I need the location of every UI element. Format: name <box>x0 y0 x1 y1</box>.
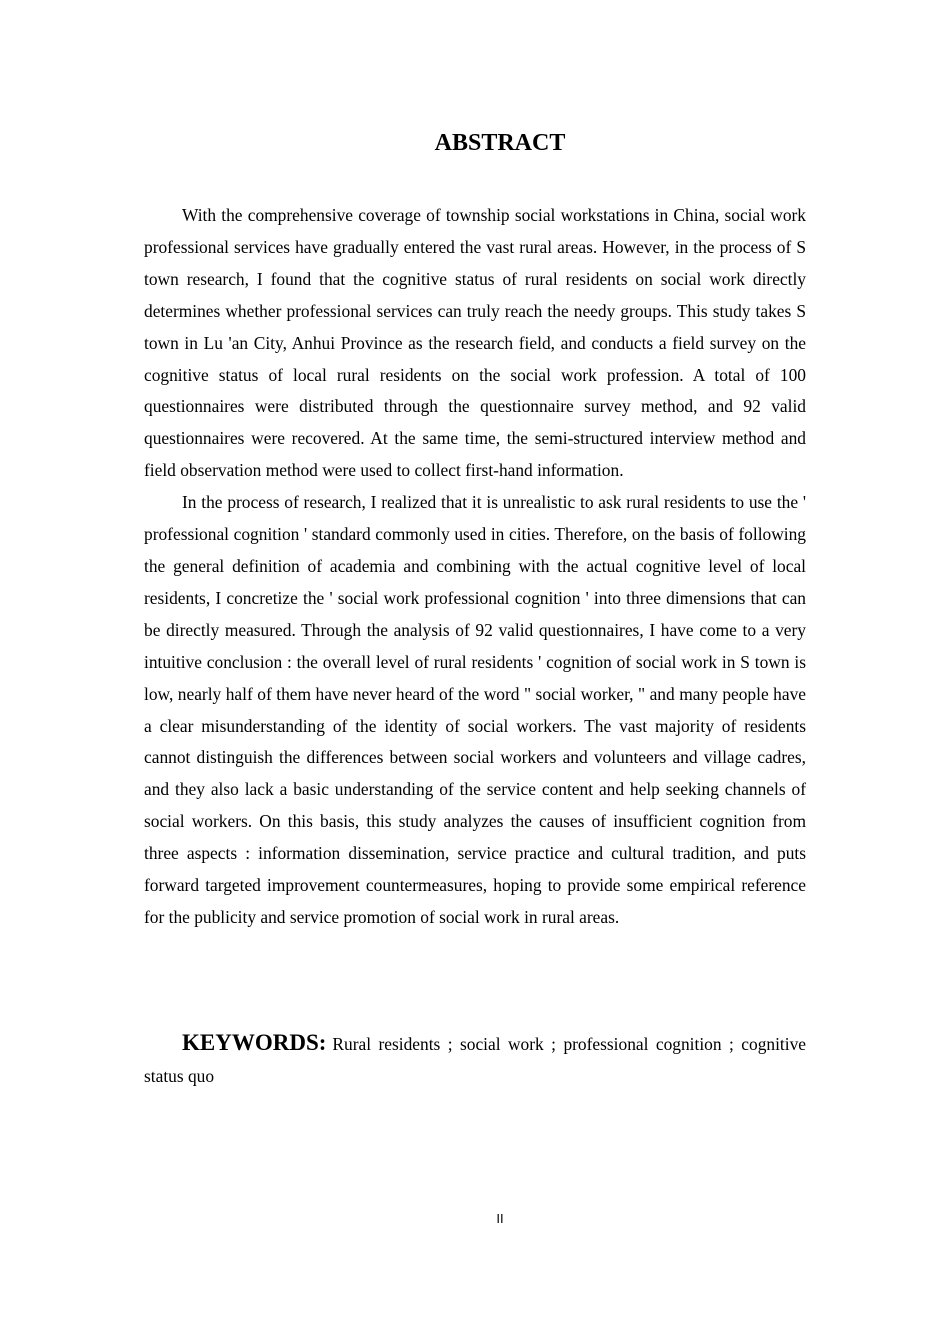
abstract-body <box>144 200 806 934</box>
abstract-paragraph-1: With the comprehensive coverage of township social workstations in China, social work professional services have gradually entered the vast rural areas. However, in the process of S town research, I found that the cognitive status of rural residents on social work directly determines whether professional services can truly reach the needy groups. This study takes S town in Lu 'an City, Anhui Province as the research field, and conducts a field survey on the cognitive status of local rural residents on the social work profession. A total of 100 questionnaires were distributed through the questionnaire survey method, and 92 valid questionnaires were recovered. At the same time, the semi-structured interview method and field observation method were used to collect first-hand information. <box>144 205 806 481</box>
page-number: II <box>496 1211 504 1226</box>
abstract-title: ABSTRACT <box>434 130 566 156</box>
keywords-label: KEYWORDS: <box>182 1030 327 1055</box>
keywords-line <box>144 1027 806 1093</box>
keywords-text: Rural residents ; social work ; professional cognition ; cognitive status quo <box>144 1034 806 1086</box>
document-page <box>144 0 806 1344</box>
abstract-paragraph-2: In the process of research, I realized that it is unrealistic to ask rural residents to use the ' professional cognition ' standard commonly used in cities. Therefore, on the basis of following the general definition of academia and combining with the actual cognitive level of local residents, I concretize the ' social work professional cognition ' into three dimensions that can be directly measured. Through the analysis of 92 valid questionnaires, I have come to a very intuitive conclusion : the overall level of rural residents ' cognition of social work in S town is low, nearly half of them have never heard of the word " social worker, " and many people have a clear misunderstanding of the identity of social workers. The vast majority of residents cannot distinguish the differences between social workers and volunteers and village cadres, and they also lack a basic understanding of the service content and help seeking channels of social workers. On this basis, this study analyzes the causes of insufficient cognition from three aspects : information dissemination, service practice and cultural tradition, and puts forward targeted improvement countermeasures, hoping to provide some empirical reference for the publicity and service promotion of social work in rural areas. <box>144 492 806 927</box>
